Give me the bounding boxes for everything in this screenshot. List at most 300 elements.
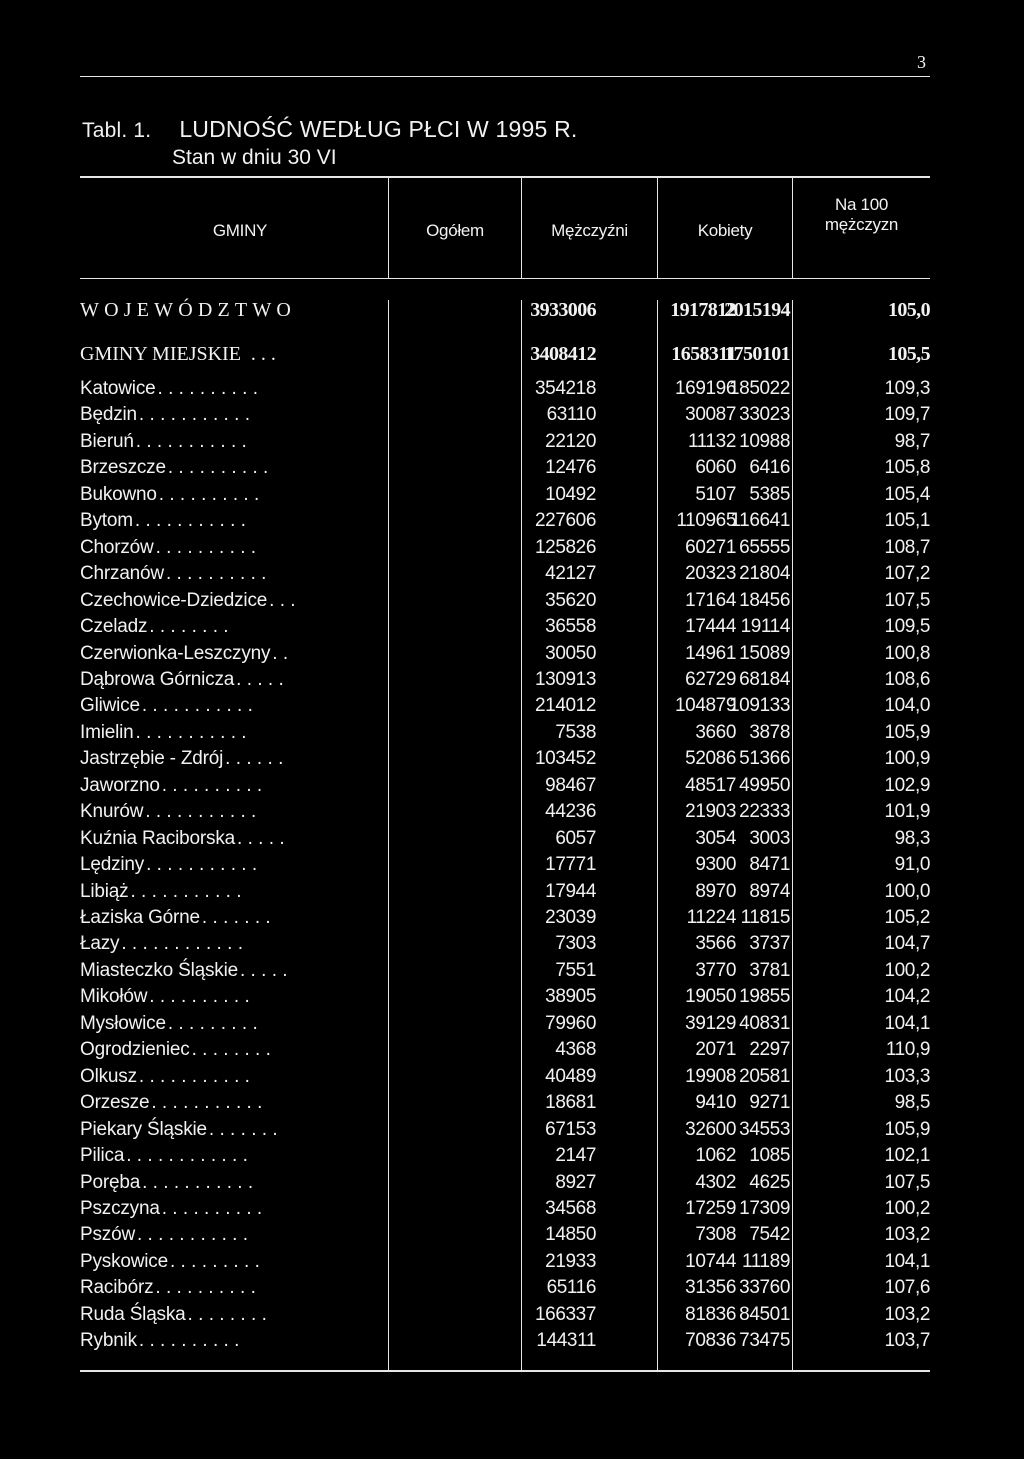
row-name <box>80 484 265 506</box>
cell-ratio: 102,1 <box>884 1145 930 1167</box>
cell-women: 34553 <box>739 1118 790 1140</box>
row-name-text: Będzin <box>80 404 137 426</box>
cell-women: 2015194 <box>724 299 790 321</box>
table-row <box>80 801 930 827</box>
table-row <box>80 590 930 616</box>
cell-men: 7308 <box>695 1224 736 1246</box>
row-name-text: Bukowno <box>80 483 157 505</box>
row-leader-dots: .......... <box>155 1277 262 1299</box>
row-name <box>80 510 251 532</box>
cell-women: 33760 <box>739 1277 790 1299</box>
cell-men: 6060 <box>695 457 736 479</box>
cell-total: 125826 <box>534 536 596 558</box>
urban-row <box>80 343 930 369</box>
row-name-text: Olkusz <box>80 1065 137 1087</box>
row-name: WOJEWÓDZTWO <box>80 299 297 321</box>
row-name-text: Dąbrowa Górnicza <box>80 668 235 690</box>
cell-ratio: 105,0 <box>887 299 930 321</box>
page-number: 3 <box>917 52 926 72</box>
cell-women: 65555 <box>739 536 790 558</box>
table-row <box>80 643 930 669</box>
row-name <box>80 1224 253 1246</box>
table-row <box>80 669 930 695</box>
cell-men: 3566 <box>695 933 736 955</box>
table-row <box>80 695 930 721</box>
row-leader-dots: ....... <box>201 907 276 928</box>
row-name <box>80 828 290 850</box>
cell-women: 116641 <box>730 510 790 532</box>
cell-women: 1085 <box>749 1145 790 1167</box>
cell-men: 104879 <box>674 695 736 717</box>
row-name <box>80 722 252 744</box>
row-leader-dots: .......... <box>161 1197 268 1219</box>
row-name-text: Ogrodzieniec <box>80 1039 190 1061</box>
row-name <box>80 378 263 400</box>
row-leader-dots: ......... <box>167 1012 264 1034</box>
row-name <box>80 643 293 665</box>
cell-women: 21804 <box>739 563 790 585</box>
row-leader-dots: ........... <box>130 880 247 902</box>
cell-women: 68184 <box>739 668 790 690</box>
row-name <box>80 748 289 770</box>
cell-total: 144311 <box>536 1330 596 1352</box>
table-row <box>80 960 930 986</box>
cell-ratio: 108,7 <box>884 536 930 558</box>
row-leader-dots: ........... <box>135 430 253 452</box>
table-row <box>80 484 930 510</box>
cell-women: 19114 <box>740 616 790 638</box>
cell-total: 79960 <box>545 1012 596 1034</box>
header-bottom-rule <box>80 278 930 279</box>
table-row <box>80 1039 930 1065</box>
row-name <box>80 986 255 1008</box>
row-leader-dots: ....... <box>208 1118 283 1140</box>
cell-total: 22120 <box>545 430 596 452</box>
row-name <box>80 1092 268 1114</box>
cell-women: 6416 <box>749 457 790 479</box>
row-leader-dots: .. <box>272 642 294 664</box>
row-name <box>80 537 261 559</box>
table-row <box>80 1224 930 1250</box>
row-leader-dots: ... <box>269 589 301 611</box>
cell-ratio: 107,6 <box>884 1277 930 1299</box>
cell-ratio: 109,7 <box>884 404 930 426</box>
row-name <box>80 1277 261 1299</box>
cell-women: 10988 <box>739 430 790 452</box>
cell-men: 19908 <box>685 1065 736 1087</box>
table-label: Tabl. 1. <box>82 119 152 142</box>
page-number-rule <box>80 50 930 77</box>
row-name <box>80 1304 272 1326</box>
cell-men: 31356 <box>685 1277 736 1299</box>
cell-men: 17444 <box>685 616 736 638</box>
cell-total: 35620 <box>545 589 596 611</box>
cell-men: 17259 <box>685 1197 736 1219</box>
row-leader-dots: .......... <box>138 1330 245 1352</box>
cell-total: 354218 <box>534 378 596 399</box>
cell-ratio: 109,3 <box>884 378 930 399</box>
cell-ratio: 107,5 <box>884 589 930 611</box>
row-name-text: Libiąż <box>80 880 129 902</box>
cell-men: 14961 <box>685 642 736 664</box>
cell-ratio: 104,1 <box>884 1250 930 1272</box>
row-name-text: Pszczyna <box>80 1197 160 1219</box>
row-name-text: GMINY MIEJSKIE <box>80 343 241 365</box>
row-leader-dots: .......... <box>165 563 272 585</box>
cell-women: 5385 <box>749 483 790 505</box>
row-leader-dots: .......... <box>155 536 262 558</box>
row-leader-dots: .......... <box>149 986 256 1008</box>
table-title-text: LUDNOŚĆ WEDŁUG PŁCI W 1995 R. <box>179 116 578 142</box>
cell-total: 40489 <box>545 1065 596 1087</box>
cell-ratio: 107,5 <box>884 1171 930 1193</box>
table-row <box>80 775 930 801</box>
cell-women: 20581 <box>739 1065 790 1087</box>
cell-men: 1658311 <box>671 343 736 365</box>
header-ogolem: Ogółem <box>426 221 484 240</box>
row-leader-dots: ........... <box>136 1224 254 1246</box>
table-row <box>80 616 930 642</box>
cell-ratio: 105,1 <box>884 510 930 532</box>
cell-men: 11224 <box>686 907 736 928</box>
cell-women: 22333 <box>739 801 790 823</box>
cell-total: 42127 <box>545 563 596 585</box>
table-row <box>80 907 930 933</box>
row-name <box>80 801 262 823</box>
row-name <box>80 854 262 876</box>
cell-ratio: 98,7 <box>894 430 930 452</box>
row-leader-dots: ........... <box>151 1092 268 1114</box>
row-name-text: Jaworzno <box>80 774 160 796</box>
header-mezczyzni: Mężczyźni <box>551 221 628 240</box>
cell-ratio: 105,8 <box>884 457 930 479</box>
row-name-text: Brzeszcze <box>80 457 166 479</box>
cell-ratio: 105,9 <box>884 1118 930 1140</box>
table-row <box>80 431 930 457</box>
cell-women: 51366 <box>739 748 790 770</box>
table-row <box>80 404 930 430</box>
cell-ratio: 107,2 <box>884 563 930 585</box>
table-row <box>80 1251 930 1277</box>
row-name <box>80 1251 265 1273</box>
row-leader-dots: ..... <box>237 827 290 849</box>
row-name <box>80 431 252 453</box>
row-name <box>80 1013 263 1035</box>
cell-men: 39129 <box>685 1012 736 1034</box>
cell-men: 48517 <box>685 774 736 796</box>
row-name-text: Racibórz <box>80 1277 154 1299</box>
row-name-text: Łazy <box>80 933 120 955</box>
cell-women: 1750101 <box>724 343 790 365</box>
cell-ratio: 98,5 <box>894 1092 930 1114</box>
row-name-text: Katowice <box>80 378 156 399</box>
cell-women: 3781 <box>749 959 790 981</box>
cell-men: 110965 <box>676 510 736 532</box>
row-leader-dots: ........ <box>149 616 234 638</box>
cell-women: 19855 <box>739 986 790 1008</box>
cell-ratio: 103,2 <box>884 1303 930 1325</box>
row-name <box>80 616 234 638</box>
row-leader-dots: .......... <box>167 457 274 479</box>
row-name-text: Bytom <box>80 510 133 532</box>
row-name-text: Pyskowice <box>80 1250 168 1272</box>
cell-women: 8974 <box>749 880 790 902</box>
row-name-text: Knurów <box>80 801 144 823</box>
row-name <box>80 457 274 479</box>
row-leader-dots: ........... <box>142 1171 259 1193</box>
cell-men: 32600 <box>685 1118 736 1140</box>
cell-total: 38905 <box>545 986 596 1008</box>
table-row <box>80 881 930 907</box>
row-name-text: Gliwice <box>80 695 140 717</box>
cell-women: 15089 <box>739 642 790 664</box>
cell-women: 11815 <box>740 907 790 928</box>
cell-men: 3770 <box>695 959 736 981</box>
cell-women: 18456 <box>739 589 790 611</box>
cell-women: 17309 <box>739 1197 790 1219</box>
cell-ratio: 103,2 <box>884 1224 930 1246</box>
cell-ratio: 100,0 <box>884 880 930 902</box>
cell-men: 17164 <box>685 589 736 611</box>
table-bottom-rule <box>80 1370 930 1372</box>
row-name <box>80 907 276 929</box>
row-name-text: Poręba <box>80 1171 141 1193</box>
cell-total: 36558 <box>545 616 596 638</box>
row-name-text: Chrzanów <box>80 563 164 585</box>
table-row <box>80 1198 930 1224</box>
cell-total: 23039 <box>545 907 596 928</box>
cell-total: 8927 <box>555 1171 596 1193</box>
row-name <box>80 960 293 982</box>
row-name-text: Miasteczko Śląskie <box>80 959 238 981</box>
row-leader-dots: ..... <box>236 668 290 690</box>
cell-women: 4625 <box>749 1171 790 1193</box>
row-leader-dots: ............ <box>121 933 249 955</box>
cell-total: 98467 <box>545 774 596 796</box>
cell-total: 7551 <box>555 959 596 981</box>
cell-ratio: 101,9 <box>884 801 930 823</box>
cell-total: 10492 <box>545 483 596 505</box>
table-subtitle: Stan w dniu 30 VI <box>172 146 337 169</box>
table-row <box>80 1066 930 1092</box>
row-leader-dots: ........... <box>138 404 256 426</box>
row-name <box>80 1066 255 1088</box>
table-row <box>80 1145 930 1171</box>
cell-total: 214012 <box>534 695 596 717</box>
cell-women: 11189 <box>741 1250 790 1272</box>
row-name-text: Kuźnia Raciborska <box>80 827 236 849</box>
row-leader-dots: .......... <box>161 774 268 796</box>
cell-women: 3737 <box>749 933 790 955</box>
row-name-text: Rybnik <box>80 1330 137 1352</box>
row-leader-dots: ..... <box>239 959 293 981</box>
row-name <box>80 563 272 585</box>
cell-ratio: 91,0 <box>894 854 930 876</box>
row-leader-dots: ........ <box>191 1039 277 1061</box>
table-row <box>80 933 930 959</box>
table-row <box>80 986 930 1012</box>
cell-men: 1062 <box>695 1145 736 1167</box>
cell-ratio: 104,7 <box>884 933 930 955</box>
cell-ratio: 109,5 <box>884 616 930 638</box>
table-title <box>82 116 577 143</box>
cell-total: 44236 <box>545 801 596 823</box>
row-leader-dots: . . . <box>250 343 276 365</box>
row-name-text: Czerwionka-Leszczyny <box>80 642 271 664</box>
cell-ratio: 108,6 <box>884 668 930 690</box>
cell-ratio: 98,3 <box>894 827 930 849</box>
cell-men: 4302 <box>695 1171 736 1193</box>
header-ratio-line1: Na 100 <box>834 195 889 214</box>
row-name <box>80 1039 276 1061</box>
row-leader-dots: ........... <box>135 721 252 743</box>
table-row <box>80 563 930 589</box>
row-name-text: Czechowice-Dziedzice <box>80 589 268 611</box>
cell-men: 8970 <box>695 880 736 902</box>
header-kobiety: Kobiety <box>697 221 753 240</box>
row-leader-dots: ........... <box>134 510 252 532</box>
cell-men: 30087 <box>685 404 736 426</box>
cell-ratio: 104,1 <box>884 1012 930 1034</box>
table-row <box>80 378 930 404</box>
row-name <box>80 343 276 366</box>
cell-men: 3054 <box>695 827 736 849</box>
row-leader-dots: ........... <box>138 1065 256 1087</box>
row-name <box>80 775 268 797</box>
cell-ratio: 102,9 <box>884 774 930 796</box>
table-row <box>80 510 930 536</box>
cell-total: 103452 <box>534 748 596 770</box>
cell-women: 7542 <box>749 1224 790 1246</box>
table-row <box>80 854 930 880</box>
cell-men: 81836 <box>685 1303 736 1325</box>
cell-ratio: 103,7 <box>884 1330 930 1352</box>
cell-men: 21903 <box>685 801 736 823</box>
table-row <box>80 457 930 483</box>
row-leader-dots: ............ <box>126 1145 254 1167</box>
row-name <box>80 1145 253 1167</box>
row-leader-dots: ........... <box>141 695 259 717</box>
cell-men: 9300 <box>695 854 736 876</box>
row-name-text: Ruda Śląska <box>80 1303 186 1325</box>
cell-men: 1917812 <box>670 299 736 321</box>
cell-women: 40831 <box>739 1012 790 1034</box>
cell-total: 130913 <box>534 668 596 690</box>
row-leader-dots: ...... <box>225 748 289 770</box>
row-name <box>80 1172 258 1194</box>
row-name <box>80 1198 268 1220</box>
cell-total: 18681 <box>545 1092 596 1114</box>
row-name-text: Orzesze <box>80 1092 150 1114</box>
cell-men: 3660 <box>695 721 736 743</box>
table-row <box>80 1013 930 1039</box>
cell-women: 84501 <box>739 1303 790 1325</box>
cell-total: 7303 <box>555 933 596 955</box>
table-row <box>80 748 930 774</box>
row-name <box>80 1119 283 1141</box>
row-name <box>80 590 301 612</box>
cell-women: 2297 <box>749 1039 790 1061</box>
row-name-text: Pszów <box>80 1224 135 1246</box>
row-name-text: Czeladz <box>80 616 148 638</box>
cell-total: 7538 <box>555 721 596 743</box>
table-row <box>80 1172 930 1198</box>
row-name <box>80 881 247 903</box>
cell-total: 14850 <box>545 1224 596 1246</box>
cell-women: 8471 <box>749 854 790 876</box>
row-leader-dots: ........... <box>145 801 262 823</box>
table-row <box>80 1092 930 1118</box>
cell-men: 11132 <box>687 430 736 452</box>
cell-men: 70836 <box>685 1330 736 1352</box>
row-name <box>80 669 289 691</box>
row-name <box>80 695 258 717</box>
cell-ratio: 100,9 <box>884 748 930 770</box>
cell-men: 169196 <box>674 378 736 399</box>
table-row <box>80 828 930 854</box>
row-name-text: Piekary Śląskie <box>80 1118 207 1140</box>
table-row <box>80 1330 930 1356</box>
voivodeship-row <box>80 299 930 325</box>
cell-ratio: 100,8 <box>884 642 930 664</box>
cell-men: 19050 <box>685 986 736 1008</box>
header-top-rule <box>80 176 930 178</box>
cell-total: 30050 <box>545 642 596 664</box>
cell-men: 62729 <box>685 668 736 690</box>
cell-ratio: 105,2 <box>884 907 930 928</box>
cell-men: 5107 <box>695 483 736 505</box>
row-name-text: Bieruń <box>80 430 134 452</box>
cell-women: 3878 <box>749 721 790 743</box>
cell-men: 10744 <box>685 1250 736 1272</box>
table-row <box>80 1119 930 1145</box>
cell-ratio: 105,4 <box>884 483 930 505</box>
table-row <box>80 1304 930 1330</box>
cell-ratio: 103,3 <box>884 1065 930 1087</box>
cell-total: 17944 <box>545 880 596 902</box>
cell-men: 2071 <box>695 1039 736 1061</box>
row-name <box>80 404 255 426</box>
cell-total: 4368 <box>555 1039 596 1061</box>
cell-ratio: 110,9 <box>885 1039 930 1061</box>
row-leader-dots: .......... <box>157 378 264 399</box>
cell-men: 52086 <box>685 748 736 770</box>
cell-total: 2147 <box>555 1145 596 1167</box>
cell-women: 9271 <box>749 1092 790 1114</box>
row-name-text: Mysłowice <box>80 1012 166 1034</box>
cell-women: 49950 <box>739 774 790 796</box>
cell-total: 63110 <box>546 404 596 426</box>
cell-ratio: 105,5 <box>887 343 930 365</box>
row-name-text: Łaziska Górne <box>80 907 200 928</box>
row-leader-dots: ........... <box>146 854 263 876</box>
row-name <box>80 933 248 955</box>
cell-total: 34568 <box>545 1197 596 1219</box>
cell-total: 166337 <box>534 1303 596 1325</box>
table-row <box>80 1277 930 1303</box>
cell-ratio: 104,2 <box>884 986 930 1008</box>
cell-total: 17771 <box>545 854 596 876</box>
table-row <box>80 537 930 563</box>
cell-women: 185022 <box>728 378 790 399</box>
cell-men: 9410 <box>695 1092 736 1114</box>
cell-total: 3408412 <box>530 343 596 365</box>
cell-women: 73475 <box>739 1330 790 1352</box>
row-name-text: Lędziny <box>80 854 145 876</box>
cell-women: 3003 <box>749 827 790 849</box>
header-ratio-line2: mężczyzn <box>824 215 899 234</box>
row-leader-dots: .......... <box>158 483 265 505</box>
